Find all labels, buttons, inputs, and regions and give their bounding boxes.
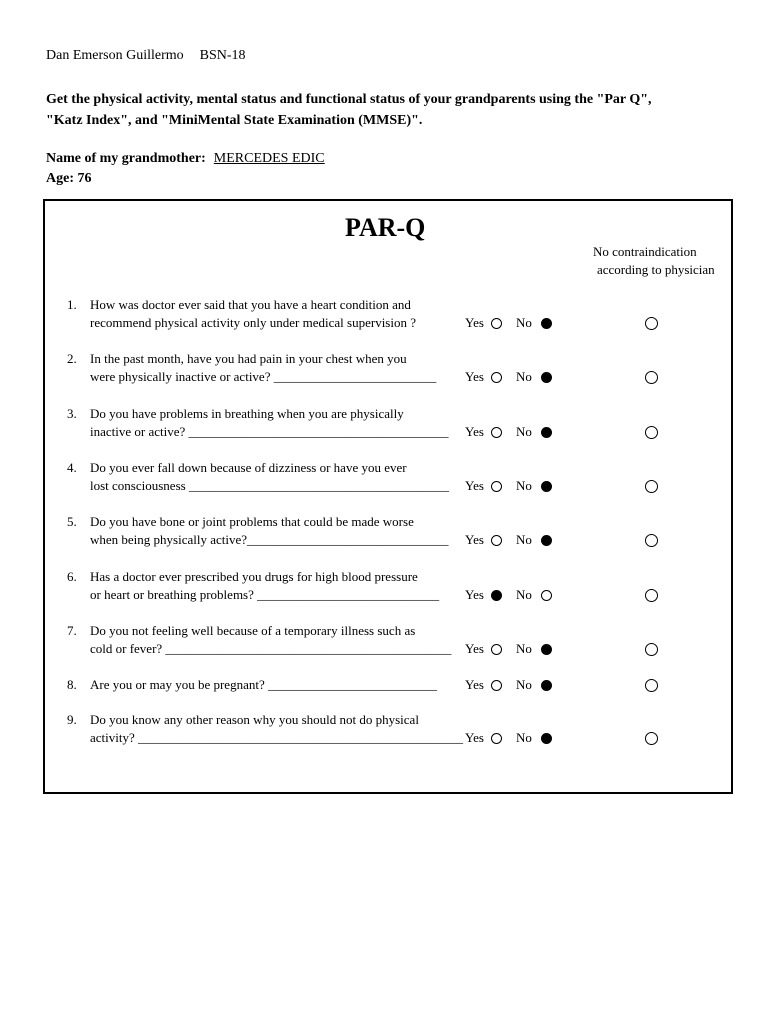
no-radio[interactable] xyxy=(541,372,552,383)
question-row xyxy=(45,406,731,456)
yes-label: Yes xyxy=(465,587,484,602)
section-label: BSN-18 xyxy=(199,48,246,63)
yes-radio[interactable] xyxy=(491,427,502,438)
no-label: No xyxy=(516,730,532,745)
question-text-line-1: Do you have problems in breathing when you are physically xyxy=(90,406,404,421)
question-text-line-2: or heart or breathing problems? ____________________________ xyxy=(90,587,440,602)
question-text-line-1: Are you or may you be pregnant? __________________________ xyxy=(90,677,437,692)
no-radio[interactable] xyxy=(541,590,552,601)
question-number: 8. xyxy=(67,677,77,692)
no-label: No xyxy=(516,424,532,439)
question-text-line-2: inactive or active? ________________________________________ xyxy=(90,424,449,439)
yes-radio[interactable] xyxy=(491,680,502,691)
no-label: No xyxy=(516,677,532,692)
contraindication-header-line-2: according to physician xyxy=(597,262,715,277)
yes-radio[interactable] xyxy=(491,535,502,546)
no-label: No xyxy=(516,315,532,330)
grandmother-name: MERCEDES EDIC xyxy=(213,151,325,166)
yes-radio[interactable] xyxy=(491,318,502,329)
question-text-line-1: Do you not feeling well because of a temporary illness such as xyxy=(90,623,416,638)
no-radio[interactable] xyxy=(541,680,552,691)
parq-form xyxy=(43,199,733,794)
question-text-line-2: cold or fever? ____________________________________________ xyxy=(90,641,452,656)
question-row xyxy=(45,712,731,762)
question-row xyxy=(45,297,731,347)
question-row xyxy=(45,514,731,564)
question-text-line-1: Do you ever fall down because of dizziness or have you ever xyxy=(90,460,407,475)
yes-label: Yes xyxy=(465,677,484,692)
age-label: Age: xyxy=(46,171,74,186)
contraindication-radio[interactable] xyxy=(645,426,658,439)
grandmother-label: Name of my grandmother: xyxy=(46,151,206,166)
question-number: 3. xyxy=(67,406,77,421)
question-number: 6. xyxy=(67,569,77,584)
no-label: No xyxy=(516,369,532,384)
age-row xyxy=(46,171,92,187)
instructions-line-2: "Katz Index", and "MiniMental State Examination (MMSE)". xyxy=(46,113,423,128)
contraindication-radio[interactable] xyxy=(645,371,658,384)
contraindication-radio[interactable] xyxy=(645,534,658,547)
contraindication-column-header xyxy=(593,243,715,279)
question-row xyxy=(45,623,731,673)
instructions xyxy=(46,89,652,131)
contraindication-radio[interactable] xyxy=(645,317,658,330)
no-label: No xyxy=(516,532,532,547)
question-number: 4. xyxy=(67,460,77,475)
no-radio[interactable] xyxy=(541,318,552,329)
question-text-line-2: lost consciousness ________________________________________ xyxy=(90,478,449,493)
yes-label: Yes xyxy=(465,315,484,330)
question-text-line-1: Do you have bone or joint problems that could be made worse xyxy=(90,514,414,529)
no-radio[interactable] xyxy=(541,481,552,492)
question-row xyxy=(45,569,731,619)
no-radio[interactable] xyxy=(541,535,552,546)
author-line xyxy=(46,48,246,64)
question-number: 9. xyxy=(67,712,77,727)
yes-label: Yes xyxy=(465,532,484,547)
contraindication-radio[interactable] xyxy=(645,589,658,602)
yes-radio[interactable] xyxy=(491,644,502,655)
question-text-line-1: How was doctor ever said that you have a heart condition and xyxy=(90,297,411,312)
no-label: No xyxy=(516,587,532,602)
yes-radio[interactable] xyxy=(491,590,502,601)
yes-radio[interactable] xyxy=(491,372,502,383)
grandmother-row xyxy=(46,151,325,167)
yes-label: Yes xyxy=(465,478,484,493)
yes-label: Yes xyxy=(465,424,484,439)
question-text-line-2: when being physically active?_______________________________ xyxy=(90,532,449,547)
author-name: Dan Emerson Guillermo xyxy=(46,48,184,63)
no-radio[interactable] xyxy=(541,644,552,655)
question-number: 1. xyxy=(67,297,77,312)
yes-radio[interactable] xyxy=(491,481,502,492)
parq-title: PAR-Q xyxy=(345,213,426,242)
question-text-line-1: In the past month, have you had pain in your chest when you xyxy=(90,351,407,366)
yes-label: Yes xyxy=(465,369,484,384)
question-row xyxy=(45,351,731,401)
contraindication-radio[interactable] xyxy=(645,679,658,692)
question-number: 2. xyxy=(67,351,77,366)
contraindication-radio[interactable] xyxy=(645,480,658,493)
question-number: 5. xyxy=(67,514,77,529)
question-text-line-1: Has a doctor ever prescribed you drugs for high blood pressure xyxy=(90,569,418,584)
yes-label: Yes xyxy=(465,730,484,745)
question-text-line-2: were physically inactive or active? _________________________ xyxy=(90,369,437,384)
no-radio[interactable] xyxy=(541,733,552,744)
no-radio[interactable] xyxy=(541,427,552,438)
age-value: 76 xyxy=(77,171,92,186)
contraindication-header-line-1: No contraindication xyxy=(593,244,697,259)
no-label: No xyxy=(516,478,532,493)
question-row xyxy=(45,460,731,510)
contraindication-radio[interactable] xyxy=(645,643,658,656)
question-text-line-1: Do you know any other reason why you should not do physical xyxy=(90,712,419,727)
contraindication-radio[interactable] xyxy=(645,732,658,745)
no-label: No xyxy=(516,641,532,656)
question-number: 7. xyxy=(67,623,77,638)
question-text-line-2: activity? __________________________________________________ xyxy=(90,730,464,745)
instructions-line-1: Get the physical activity, mental status and functional status of your grandparents using the "Par Q", xyxy=(46,92,652,107)
question-text-line-2: recommend physical activity only under medical supervision ? xyxy=(90,315,416,330)
yes-radio[interactable] xyxy=(491,733,502,744)
yes-label: Yes xyxy=(465,641,484,656)
